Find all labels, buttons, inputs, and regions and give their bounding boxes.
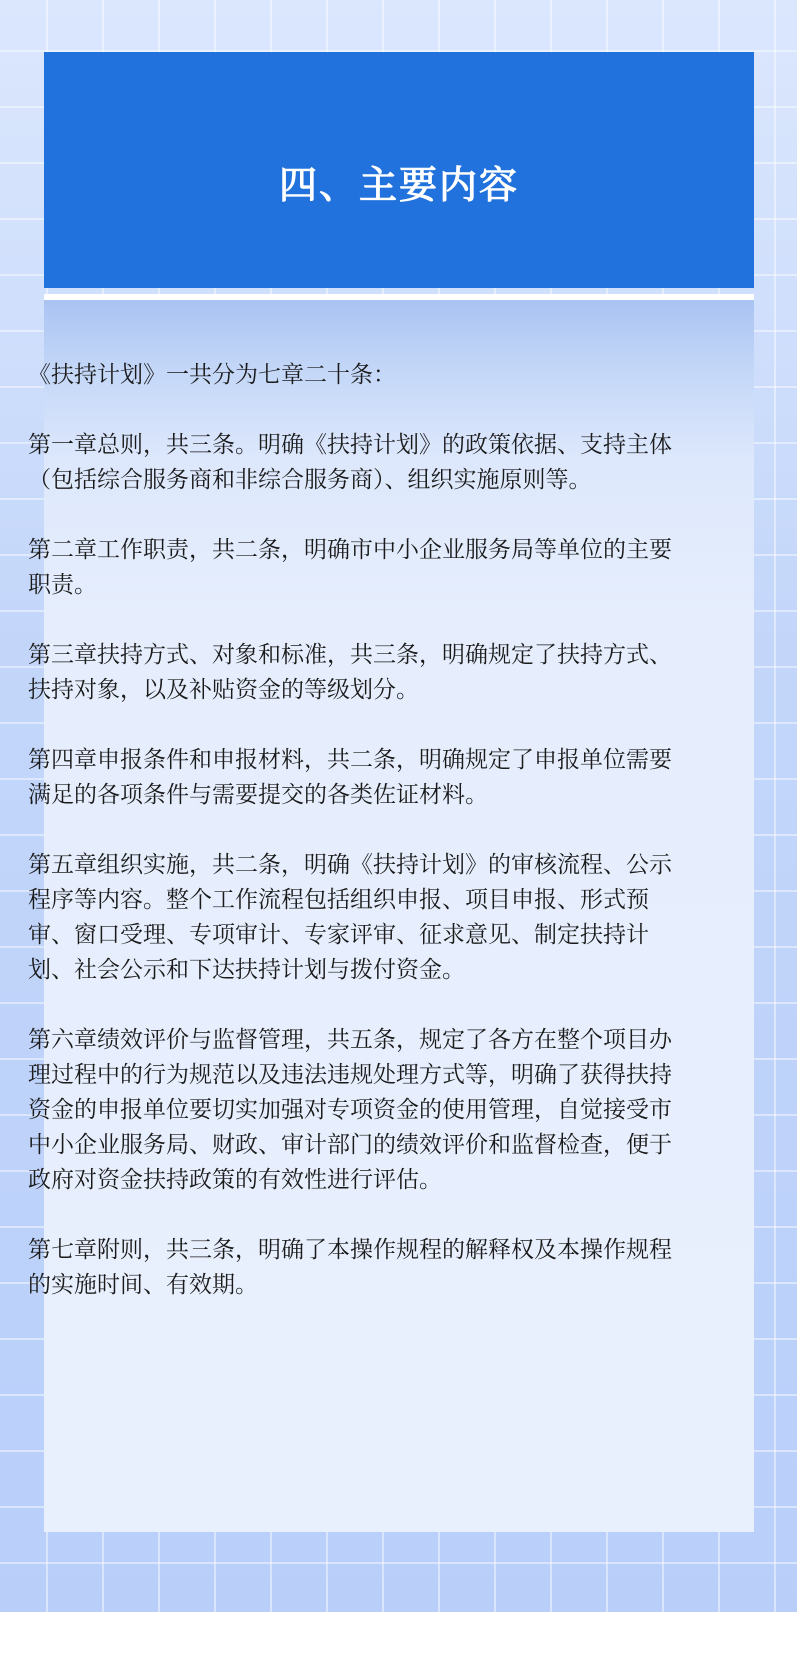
chapter-2-paragraph: 第二章工作职责，共二条，明确市中小企业服务局等单位的主要职责。 (28, 537, 672, 598)
chapter-1-paragraph: 第一章总则，共三条。明确《扶持计划》的政策依据、支持主体（包括综合服务商和非综合服务商）、组织实施原则等。 (28, 432, 672, 493)
chapter-3-paragraph: 第三章扶持方式、对象和标准，共三条，明确规定了扶持方式、扶持对象，以及补贴资金的等级划分。 (28, 642, 672, 703)
chapter-4-paragraph: 第四章申报条件和申报材料，共二条，明确规定了申报单位需要满足的各项条件与需要提交的各类佐证材料。 (28, 747, 672, 808)
chapter-7-paragraph: 第七章附则，共三条，明确了本操作规程的解释权及本操作规程的实施时间、有效期。 (28, 1237, 672, 1298)
article-body (28, 358, 688, 1338)
section-header (44, 52, 754, 288)
section-title: 四、主要内容 (278, 162, 519, 207)
chapter-6-paragraph: 第六章绩效评价与监督管理，共五条，规定了各方在整个项目办理过程中的行为规范以及违法违规处理方式等，明确了获得扶持资金的申报单位要切实加强对专项资金的使用管理，自觉接受市中小企业服务局、财政、审计部门的绩效评价和监督检查，便于政府对资金扶持政策的有效性进行评估。 (28, 1027, 672, 1193)
bottom-margin (0, 1612, 797, 1661)
intro-paragraph: 《扶持计划》一共分为七章二十条： (28, 362, 396, 388)
chapter-5-paragraph: 第五章组织实施，共二条，明确《扶持计划》的审核流程、公示程序等内容。整个工作流程包括组织申报、项目申报、形式预审、窗口受理、专项审计、专家评审、征求意见、制定扶持计划、社会公示和下达扶持计划与拨付资金。 (28, 852, 672, 983)
